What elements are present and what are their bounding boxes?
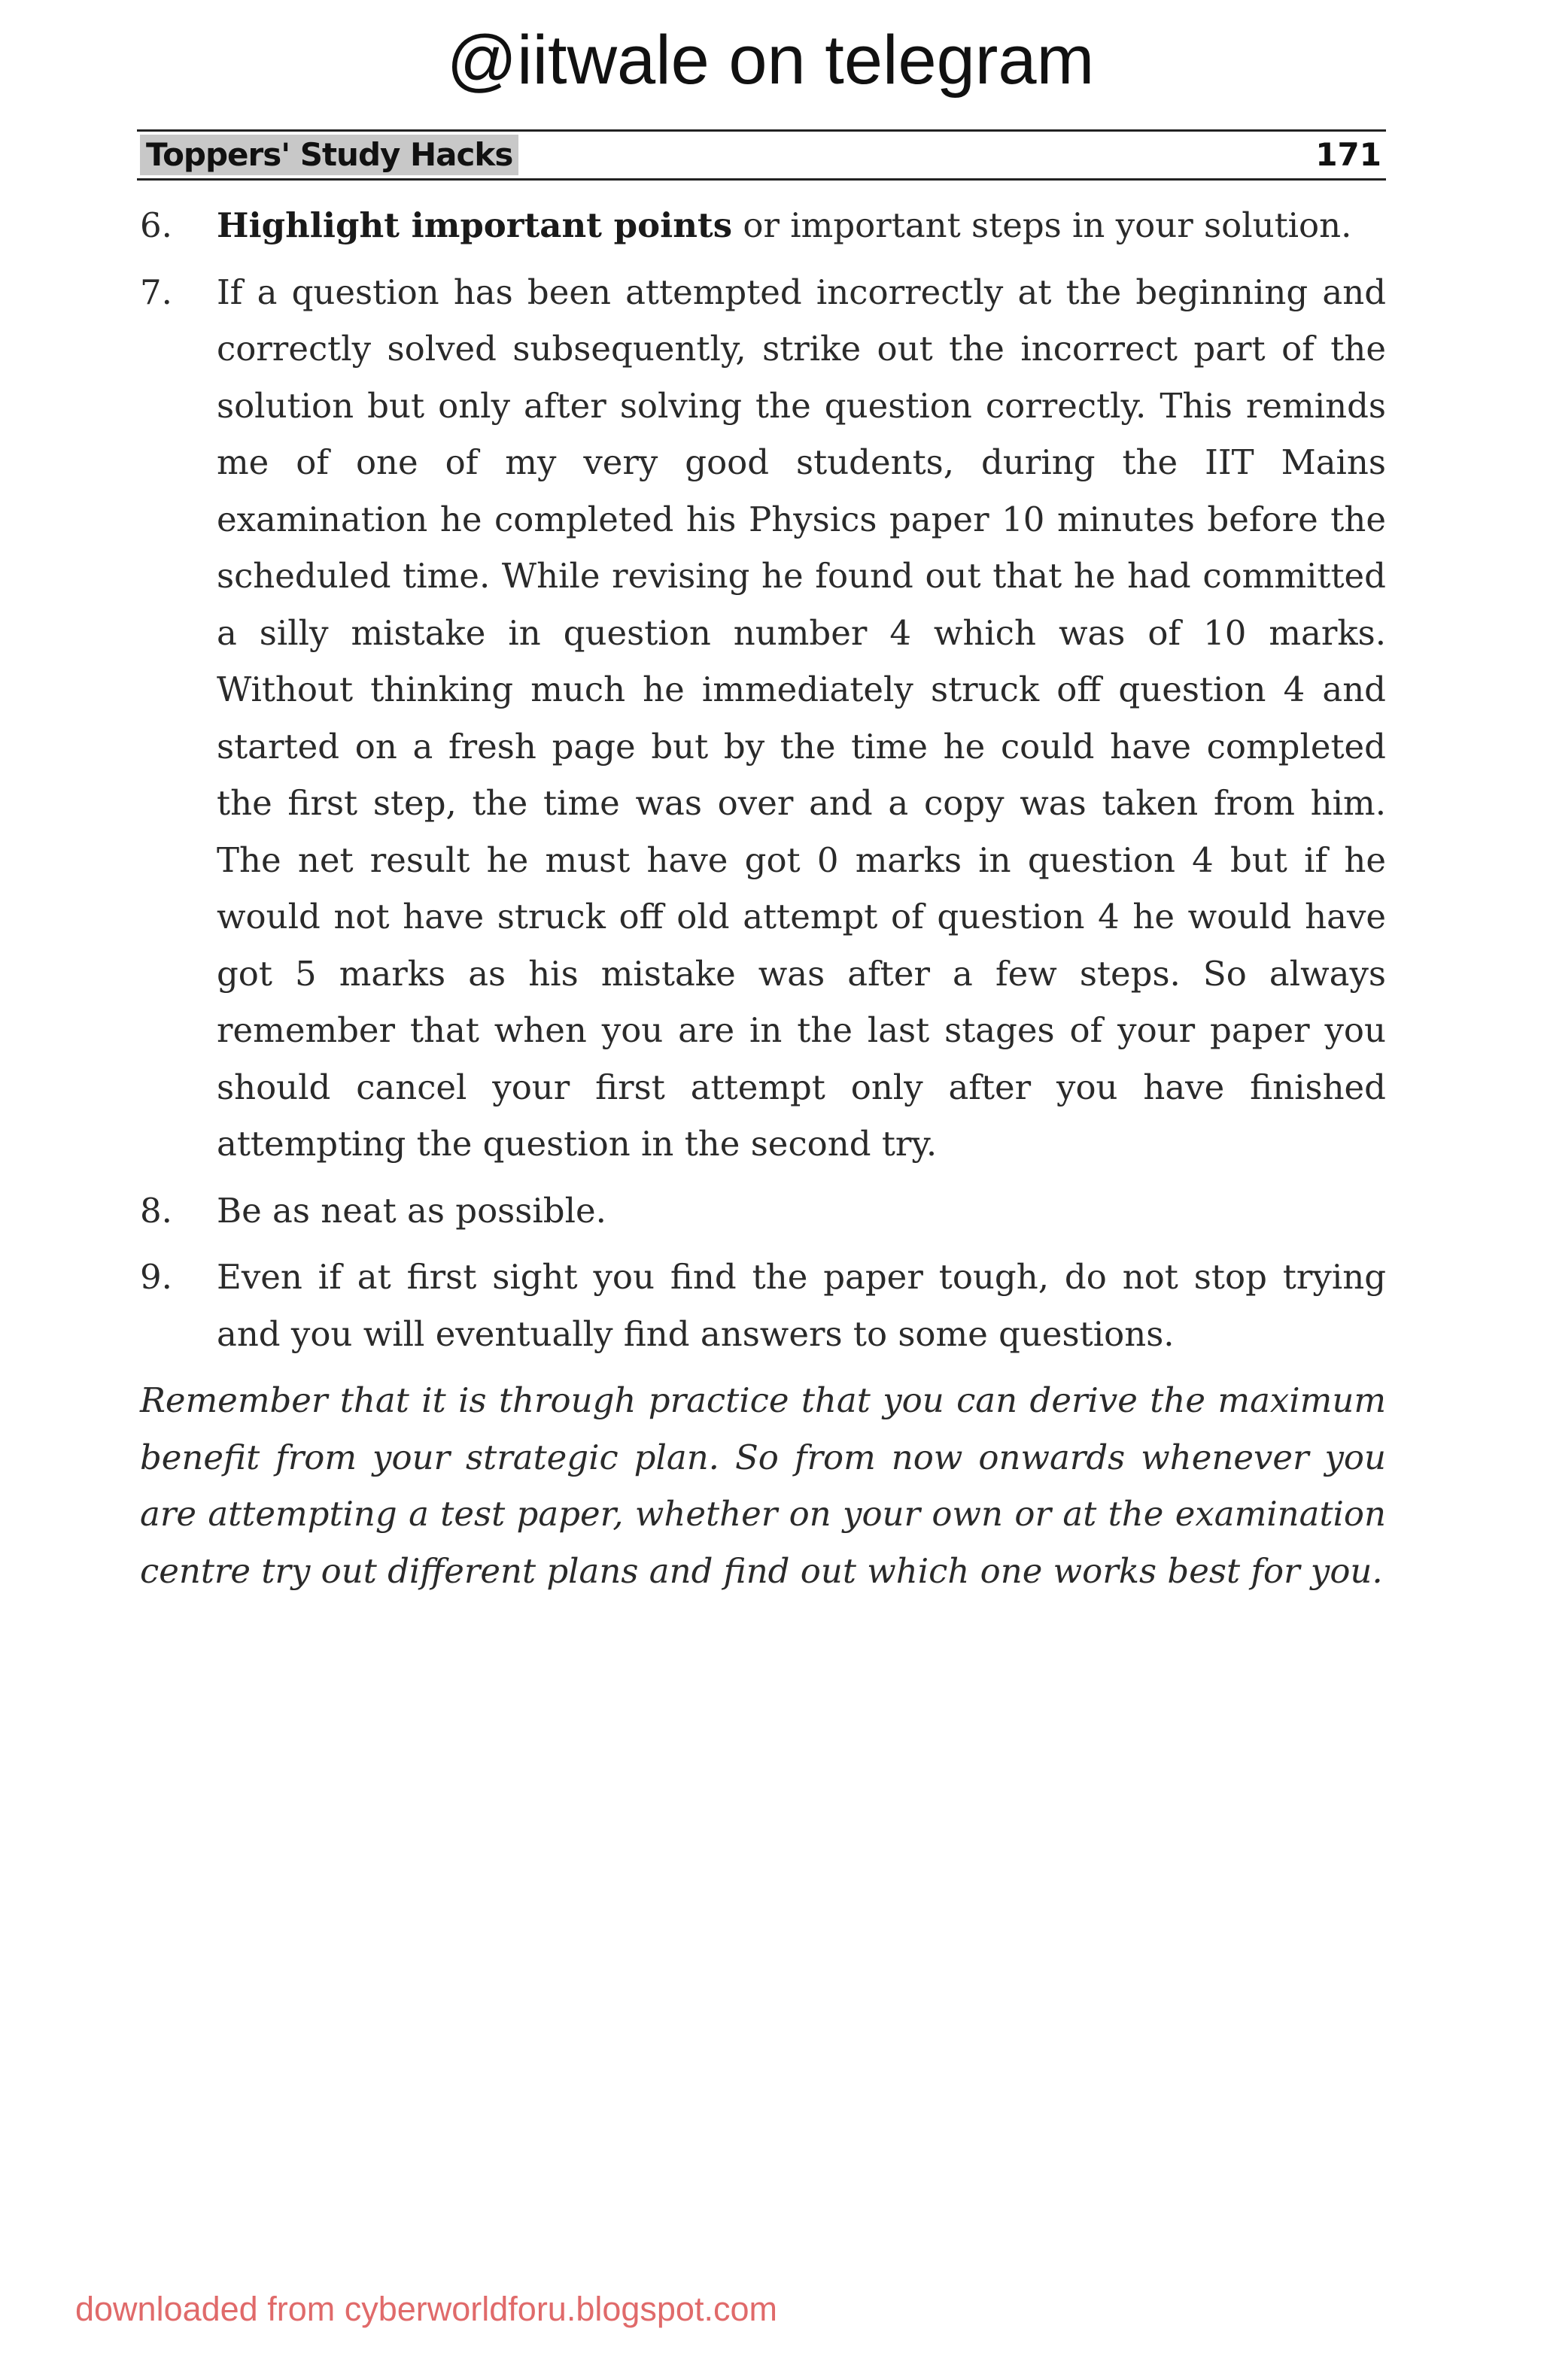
list-item-6: [140, 197, 1386, 254]
closing-paragraph: Remember that it is through practice that you can derive the maximum benefit from your strategic plan. So from now onwards whenever you are attempting a test paper, whether on your own or at the examination centre try out different plans and find out which one works best for you.: [140, 1380, 1386, 1591]
page-body: [140, 197, 1386, 1599]
running-header: [137, 129, 1386, 181]
page-number: 171: [1315, 136, 1381, 173]
list-item-text: [217, 197, 1386, 254]
list-item-8: [140, 1182, 1386, 1240]
list-item-number: 7.: [140, 272, 172, 312]
list-item-7: [140, 264, 1386, 1173]
list-item-text: Be as neat as possible.: [217, 1190, 606, 1231]
highlight-lead: Highlight important points: [217, 205, 733, 245]
list-item-text: Even if at first sight you find the paper tough, do not stop trying and you will eventually find answers to some questions.: [217, 1257, 1386, 1354]
list-item-number: 6.: [140, 205, 172, 245]
list-item-number: 8.: [140, 1190, 172, 1231]
list-item-body: or important steps in your solution.: [732, 205, 1352, 245]
list-item-9: [140, 1249, 1386, 1362]
download-source-watermark: downloaded from cyberworldforu.blogspot.com: [75, 2290, 777, 2328]
book-title: Toppers' Study Hacks: [140, 135, 518, 175]
list-item-number: 9.: [140, 1257, 172, 1297]
telegram-watermark: @iitwale on telegram: [446, 22, 1095, 99]
list-item-text: If a question has been attempted incorrectly at the beginning and correctly solved subsequently, strike out the incorrect part of the solution but only after solving the question correctly. This reminds me of one of my very good students, during the IIT Mains examination he completed his Physics paper 10 minutes before the scheduled time. While revising he found out that he had committed a silly mistake in question number 4 which was of 10 marks. Without thinking much he immediately struck off question 4 and started on a fresh page but by the time he could have completed the first step, the time was over and a copy was taken from him. The net result he must have got 0 marks in question 4 but if he would not have struck off old attempt of question 4 he would have got 5 marks as his mistake was after a few steps. So always remember that when you are in the last stages of your paper you should cancel your first attempt only after you have finished attempting the question in the second try.: [217, 272, 1386, 1164]
